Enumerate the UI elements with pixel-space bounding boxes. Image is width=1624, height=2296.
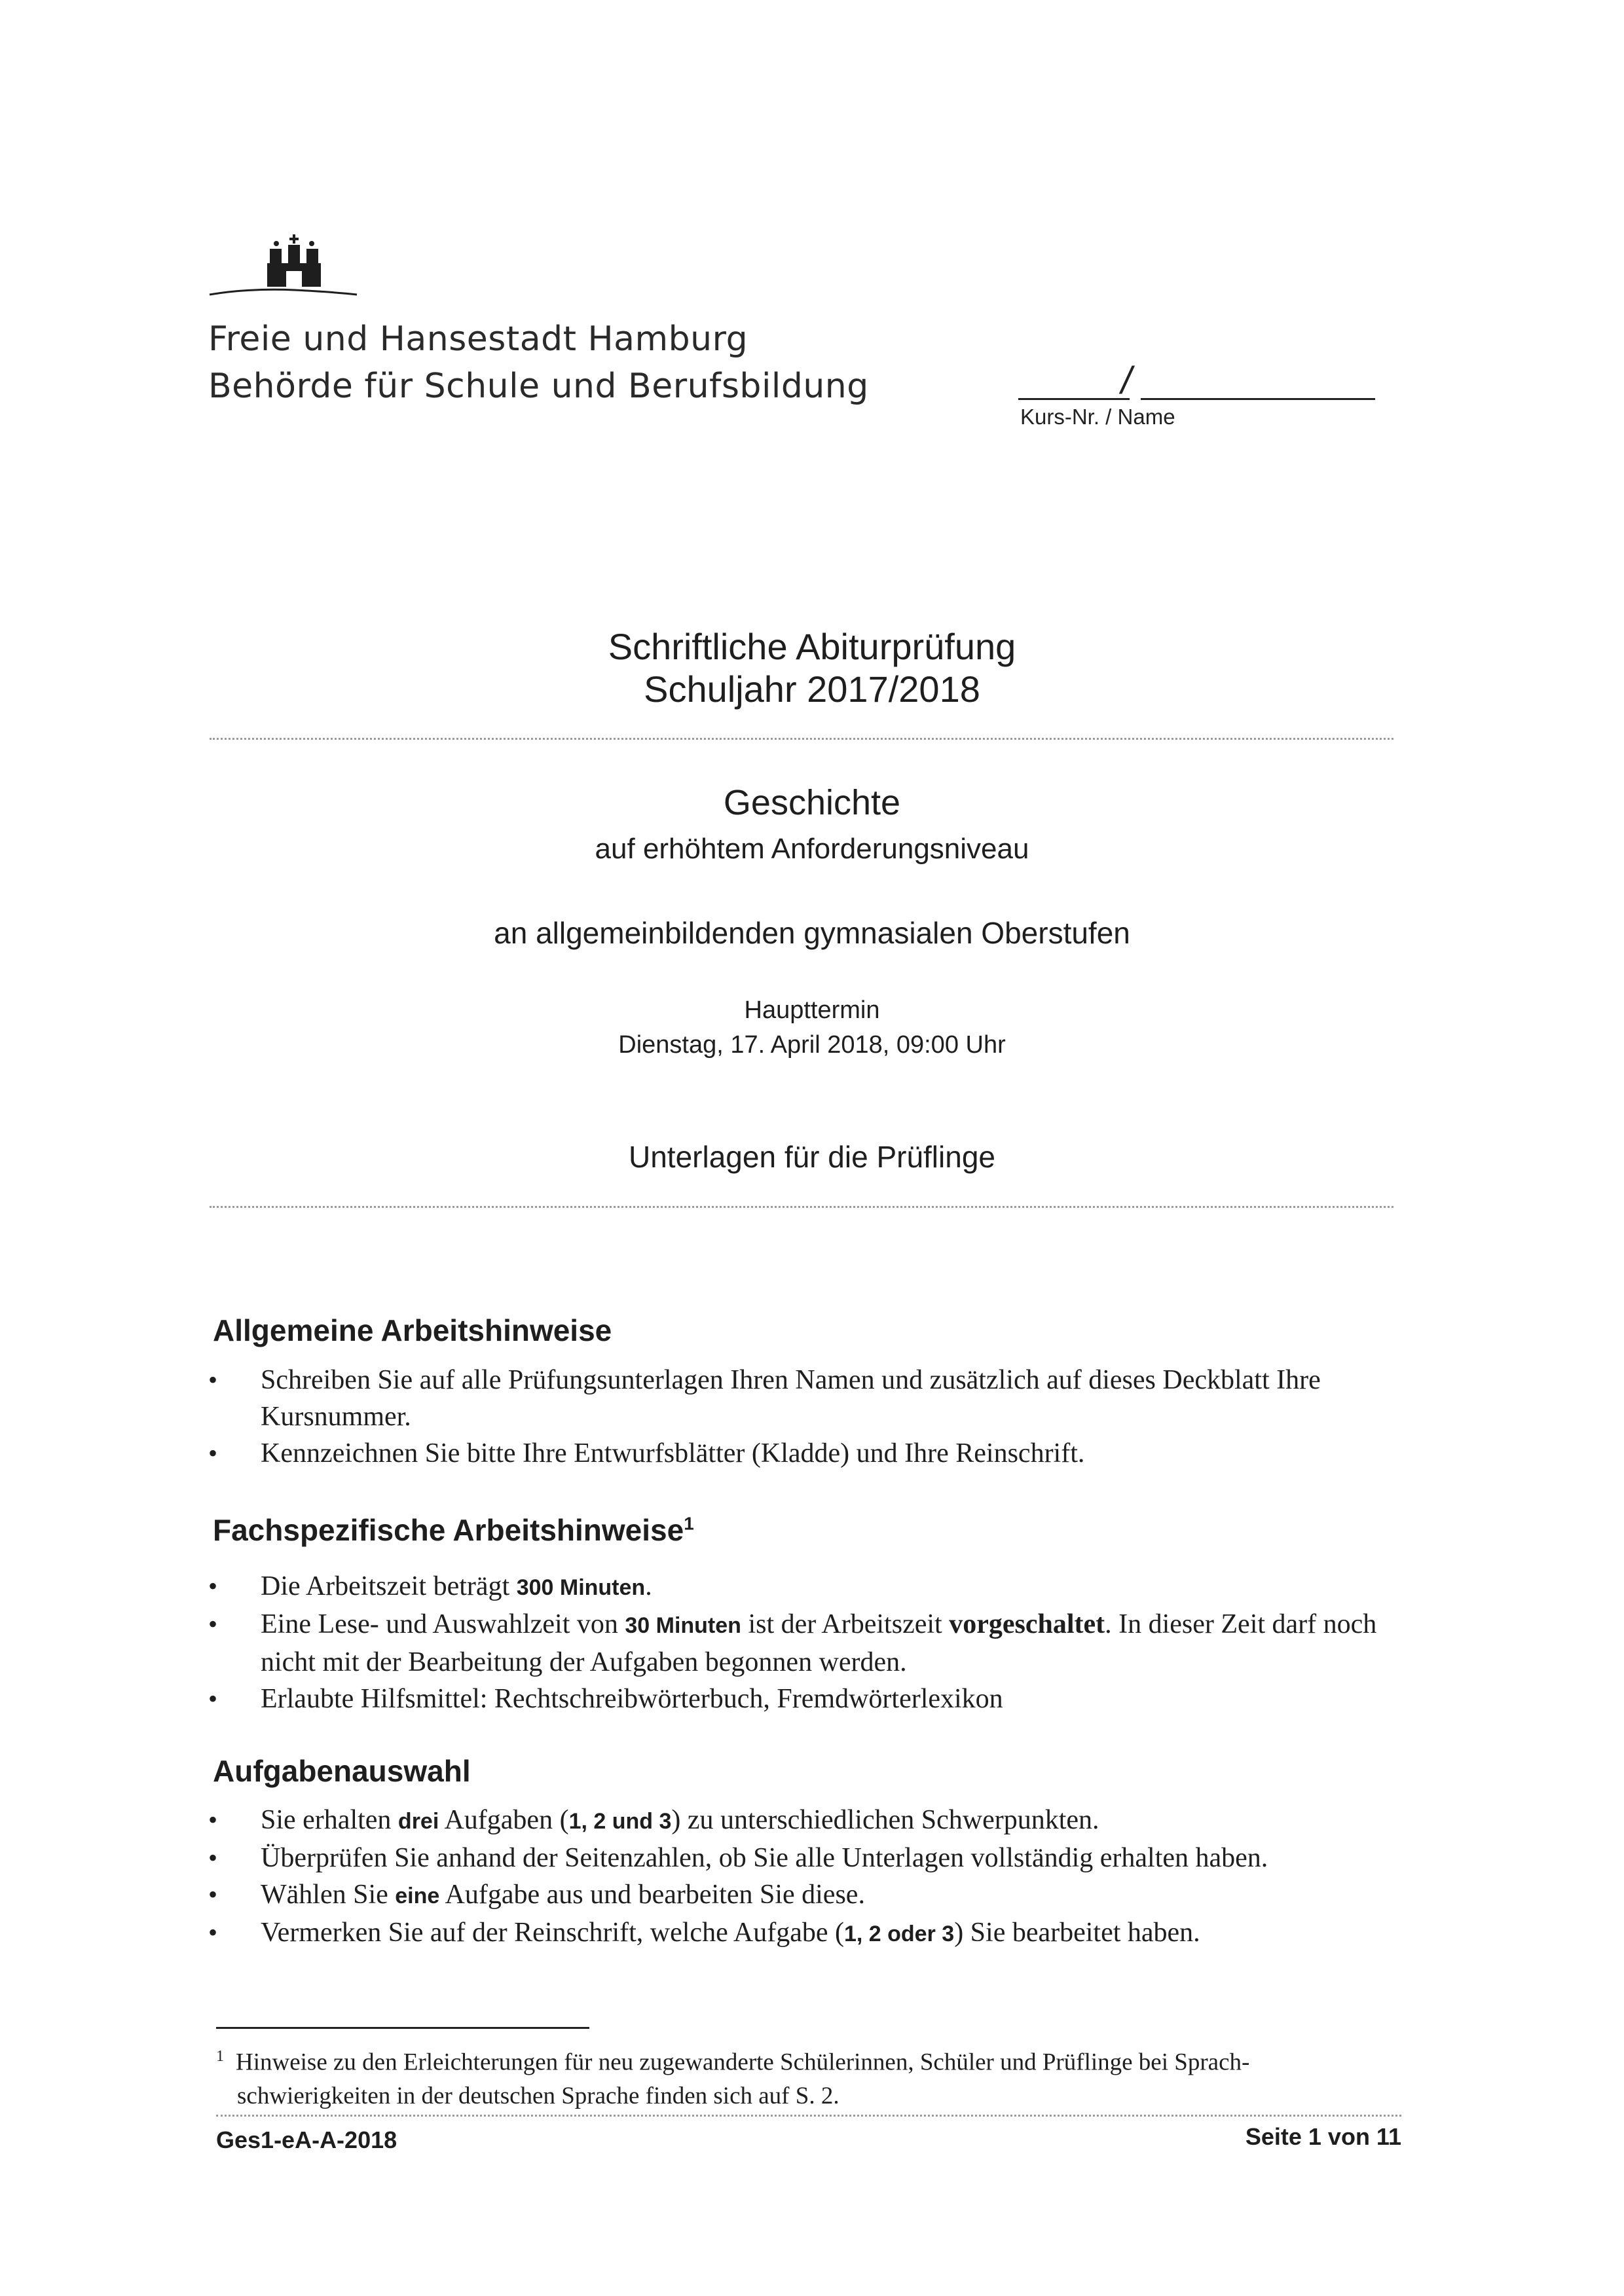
section-heading-general: Allgemeine Arbeitshinweise bbox=[213, 1313, 612, 1347]
list-item: • Kennzeichnen Sie bitte Ihre Entwurfsblätter (Kladde) und Ihre Reinschrift. bbox=[208, 1435, 1387, 1472]
task-selection-list bbox=[208, 1802, 1387, 1952]
section-heading-specific: Fachspezifische Arbeitshinweise$^1$ bbox=[213, 1513, 694, 1547]
school-type: an allgemeinbildenden gymnasialen Oberstufen bbox=[494, 916, 1130, 950]
list-item: • Schreiben Sie auf alle Prüfungsunterlagen Ihren Namen und zusätzlich auf dieses Deckblatt Ihre Kursnummer. bbox=[208, 1362, 1387, 1435]
exam-datetime: Dienstag, 17. April 2018, 09:00 Uhr bbox=[618, 1031, 1006, 1059]
document-code: Ges1-eA-A-2018 bbox=[216, 2126, 397, 2153]
footnote-rule bbox=[216, 2027, 589, 2029]
list-item: • Sie erhalten drei Aufgaben (1, 2 und 3) zu unterschiedlichen Schwerpunkten. bbox=[208, 1802, 1387, 1840]
list-item: • Eine Lese- und Auswahlzeit von 30 Minuten ist der Arbeitszeit vorgeschaltet. In dieser Zeit darf noch nicht mit der Bearbeitung der Aufgaben begonnen werden. bbox=[208, 1606, 1387, 1681]
list-item: • Erlaubte Hilfsmittel: Rechtschreibwörterbuch, Fremdwörterlexikon bbox=[208, 1681, 1387, 1717]
school-year: Schuljahr 2017/2018 bbox=[644, 668, 980, 710]
divider bbox=[210, 738, 1393, 740]
footnote-number: 1 bbox=[216, 2048, 224, 2065]
subject-title: Geschichte bbox=[723, 783, 901, 822]
course-field-label: Kurs-Nr. / Name bbox=[1020, 405, 1175, 429]
footnote-marker: 1 bbox=[684, 1513, 694, 1534]
list-item: • Wählen Sie eine Aufgabe aus und bearbeiten Sie diese. bbox=[208, 1876, 1387, 1914]
course-number-line[interactable] bbox=[1018, 398, 1130, 400]
requirement-level: auf erhöhtem Anforderungsniveau bbox=[595, 833, 1029, 865]
list-item: • Überprüfen Sie anhand der Seitenzahlen, ob Sie alle Unterlagen vollständig erhalten haben. bbox=[208, 1840, 1387, 1876]
documents-title: Unterlagen für die Prüflinge bbox=[629, 1140, 995, 1174]
name-line[interactable] bbox=[1141, 398, 1375, 400]
footer-divider bbox=[216, 2115, 1401, 2117]
list-item: • Die Arbeitszeit beträgt 300 Minuten. bbox=[208, 1568, 1387, 1606]
list-item: • Vermerken Sie auf der Reinschrift, welche Aufgabe (1, 2 oder 3) Sie bearbeitet haben. bbox=[208, 1914, 1387, 1952]
footnote-text-continued: schwierigkeiten in der deutschen Sprache finden sich auf S. 2. bbox=[237, 2083, 840, 2110]
course-field-separator: / bbox=[1121, 359, 1132, 402]
exam-termin: Haupttermin bbox=[744, 996, 880, 1024]
footnote-text: Hinweise zu den Erleichterungen für neu zugewanderte Schülerinnen, Schüler und Prüflinge bei Sprach- bbox=[236, 2049, 1250, 2076]
exam-title: Schriftliche Abiturprüfung bbox=[608, 626, 1016, 667]
page-number: Seite 1 von 11 bbox=[1245, 2123, 1401, 2150]
footnote bbox=[216, 2039, 1395, 2113]
divider bbox=[210, 1206, 1393, 1208]
authority-department: Behörde für Schule und Berufsbildung bbox=[208, 367, 869, 406]
general-instructions-list bbox=[208, 1362, 1387, 1472]
section-heading-selection: Aufgabenauswahl bbox=[213, 1754, 471, 1788]
hamburg-castle-emblem-icon bbox=[196, 223, 367, 321]
specific-instructions-list bbox=[208, 1568, 1387, 1717]
authority-name: Freie und Hansestadt Hamburg bbox=[208, 319, 748, 359]
